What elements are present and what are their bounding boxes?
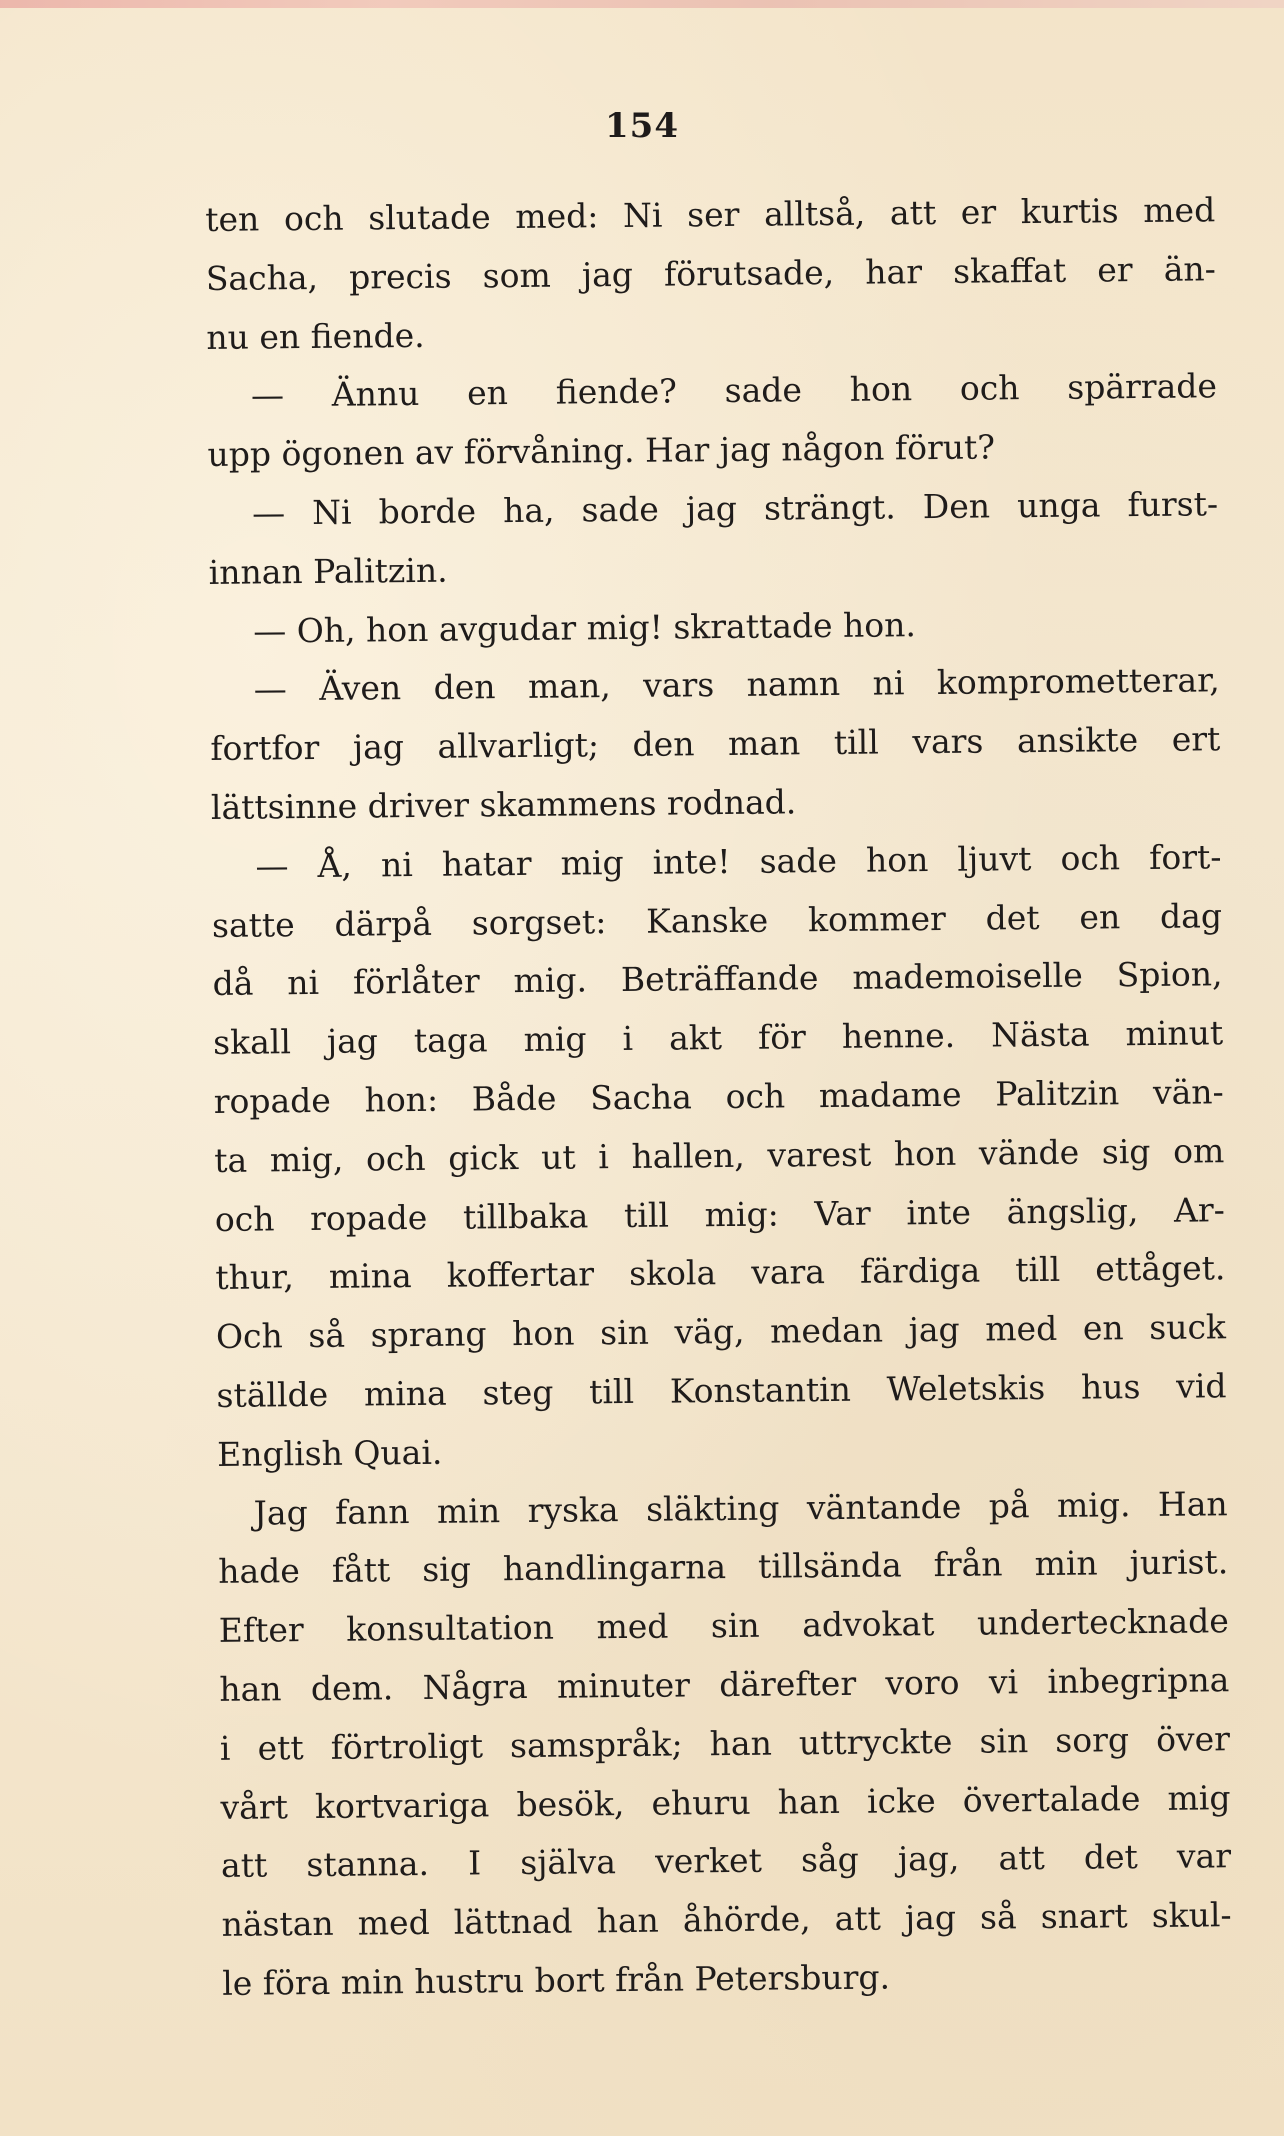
text-line: Efter konsultation med sin advokat undertecknade: [218, 1601, 1229, 1651]
text-line: — Oh, hon avgudar mig! skrattade hon.: [253, 604, 917, 651]
text-line: innan Palitzin.: [208, 550, 448, 592]
text-line: skall jag taga mig i akt för henne. Nästa minut: [212, 1013, 1224, 1063]
text-line: i ett förtroligt samspråk; han uttryckte sin sorg över: [219, 1718, 1231, 1768]
text-line: hade fått sig handlingarna tillsända från min jurist.: [218, 1542, 1229, 1592]
text-line: ta mig, och gick ut i hallen, varest hon vände sig om: [214, 1131, 1225, 1180]
text-line: fortfor jag allvarligt; den man till vars ansikte ert: [210, 719, 1221, 769]
text-line: och ropade tillbaka till mig: Var inte ängslig, Ar-: [214, 1189, 1226, 1239]
text-line: — Även den man, vars namn ni komprometterar,: [253, 660, 1220, 709]
text-line: nu en fiende.: [206, 315, 425, 357]
text-line: le föra min hustru bort från Petersburg.: [222, 1957, 891, 2003]
text-line: Sacha, precis som jag förutsade, har skaffat er än-: [205, 249, 1216, 298]
text-line: nästan med lättnad han åhörde, att jag så snart skul-: [221, 1895, 1232, 1945]
text-line: thur, mina koffertar skola vara färdiga till ettåget.: [215, 1248, 1226, 1298]
text-line: satte därpå sorgset: Kanske kommer det en dag: [211, 895, 1223, 945]
text-line: — Ännu en fiende? sade hon och spärrade: [250, 366, 1218, 415]
text-line: ten och slutade med: Ni ser alltså, att er kurtis med: [205, 190, 1216, 239]
page-top-edge: [0, 0, 1284, 8]
text-line: vårt kortvariga besök, ehuru han icke övertalade mig: [220, 1777, 1231, 1827]
text-line: att stanna. I själva verket såg jag, att det var: [220, 1836, 1232, 1886]
text-line: ställde mina steg till Konstantin Weletskis hus vid: [216, 1366, 1227, 1415]
page-number: 154: [605, 106, 679, 146]
text-line: — Å, ni hatar mig inte! sade hon ljuvt och fort-: [255, 837, 1222, 886]
text-line: ropade hon: Både Sacha och madame Palitzin vän-: [213, 1072, 1224, 1121]
text-line: han dem. Några minuter därefter voro vi inbegripna: [219, 1660, 1230, 1709]
text-line: upp ögonen av förvåning. Har jag någon förut?: [207, 427, 996, 475]
text-line: — Ni borde ha, sade jag strängt. Den unga furst-: [251, 484, 1219, 533]
text-line: Jag fann min ryska släkting väntande på mig. Han: [253, 1483, 1228, 1533]
text-line: då ni förlåter mig. Beträffande mademoiselle Spion,: [212, 954, 1223, 1004]
text-line: Och så sprang hon sin väg, medan jag med en suck: [215, 1307, 1227, 1357]
body-text: [205, 181, 1232, 2013]
text-line: English Quai.: [216, 1432, 443, 1474]
text-line: lättsinne driver skammens rodnad.: [210, 782, 797, 827]
